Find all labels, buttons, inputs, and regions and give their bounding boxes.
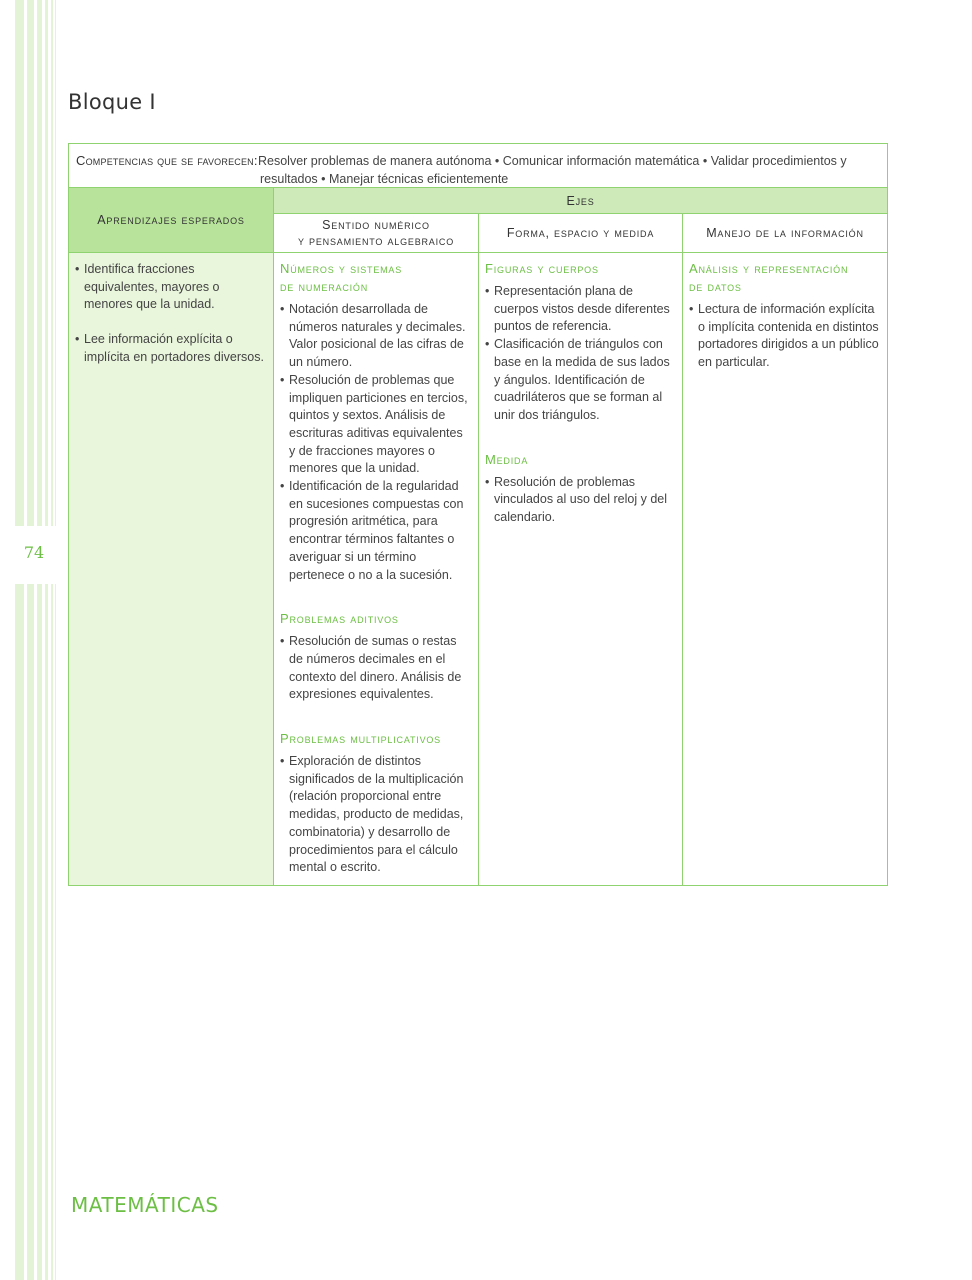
content-list (280, 753, 472, 877)
content-list (280, 633, 472, 704)
content-item: • Resolución de problemas vinculados al uso del reloj y del calendario. (485, 474, 676, 527)
sentido-header (273, 213, 479, 253)
aprendizaje-item: • Lee información explícita o implícita en portadores diversos. (75, 331, 267, 366)
content-item: • Exploración de distintos significados de la multiplicación (relación proporcional entre medidas, producto de medidas, combinatoria) y desarrollo de procedimientos para el cálculo mental o escrito. (280, 753, 472, 877)
section-title-line: de numeración (280, 279, 369, 294)
section-title: Medida (485, 451, 529, 467)
footer-subject-title: MATEMÁTICAS (71, 1193, 219, 1217)
manejo-header-label: Manejo de la información (706, 226, 864, 240)
ejes-header (273, 187, 888, 214)
aprendizajes-list (75, 331, 267, 366)
aprendizaje-item: • Identifica fracciones equivalentes, mayores o menores que la unidad. (75, 261, 267, 314)
aprendizajes-header (68, 187, 274, 253)
ejes-header-label: Ejes (566, 193, 595, 208)
bloque-title: Bloque I (68, 90, 156, 114)
curriculum-table (68, 143, 888, 886)
section-title: Problemas aditivos (280, 611, 399, 627)
content-item: • Clasificación de triángulos con base en la medida de sus lados y ángulos. Identificación de cuadriláteros que se forman al unir dos triángulos. (485, 336, 676, 425)
margin-stripe (55, 0, 56, 1280)
sentido-header-line2: y pensamiento algebraico (297, 234, 454, 248)
content-item: • Representación plana de cuerpos vistos desde diferentes puntos de referencia. (485, 283, 676, 336)
content-list (485, 283, 676, 425)
forma-header (478, 213, 683, 253)
forma-column (478, 252, 683, 886)
content-list (280, 301, 472, 584)
competencias-row (68, 143, 888, 188)
content-item: • Resolución de problemas que impliquen particiones en tercios, quintos y sextos. Análisis de escrituras aditivas equivalentes y de fracciones mayores o menores que la unidad. (280, 372, 472, 478)
section-title (689, 260, 881, 296)
section-title-line: de datos (689, 279, 742, 294)
sentido-header-label (298, 217, 454, 249)
content-list (485, 474, 676, 527)
section-title: Problemas multiplicativos (280, 731, 441, 747)
section-title-line: Análisis y representación (689, 261, 849, 276)
content-item: • Identificación de la regularidad en sucesiones compuestas con progresión aritmética, para encontrar términos faltantes o averiguar si un término pertenece o no a la sucesión. (280, 478, 472, 584)
margin-stripe (15, 0, 24, 1280)
aprendizajes-header-label: Aprendizajes esperados (97, 213, 245, 227)
margin-stripe (37, 0, 42, 1280)
competencias-label: Competencias que se favorecen: (76, 153, 258, 168)
aprendizajes-column (68, 252, 274, 886)
content-item: • Resolución de sumas o restas de números decimales en el contexto del dinero. Análisis de expresiones equivalentes. (280, 633, 472, 704)
section-title: Figuras y cuerpos (485, 261, 599, 276)
content-list (689, 301, 881, 372)
manejo-column (682, 252, 888, 886)
section-title (280, 260, 472, 296)
content-item: • Notación desarrollada de números naturales y decimales. Valor posicional de las cifras de un número. (280, 301, 472, 372)
section-title-line: Números y sistemas (280, 261, 403, 276)
content-item: • Lectura de información explícita o implícita contenida en distintos portadores dirigidos a un público en particular. (689, 301, 881, 372)
margin-stripe (27, 0, 34, 1280)
sentido-column (273, 252, 479, 886)
forma-header-label: Forma, espacio y medida (506, 226, 655, 240)
manejo-header (682, 213, 888, 253)
competencias-text: Resolver problemas de manera autónoma • Comunicar información matemática • Validar procedimientos y resultados • Manejar técnicas eficientemente (258, 154, 847, 186)
margin-stripe (51, 0, 53, 1280)
aprendizajes-list (75, 261, 267, 314)
sentido-header-line1: Sentido numérico (322, 218, 430, 232)
decorative-margin-stripes (0, 0, 60, 1280)
page-number: 74 (23, 543, 45, 562)
margin-stripe (45, 0, 48, 1280)
